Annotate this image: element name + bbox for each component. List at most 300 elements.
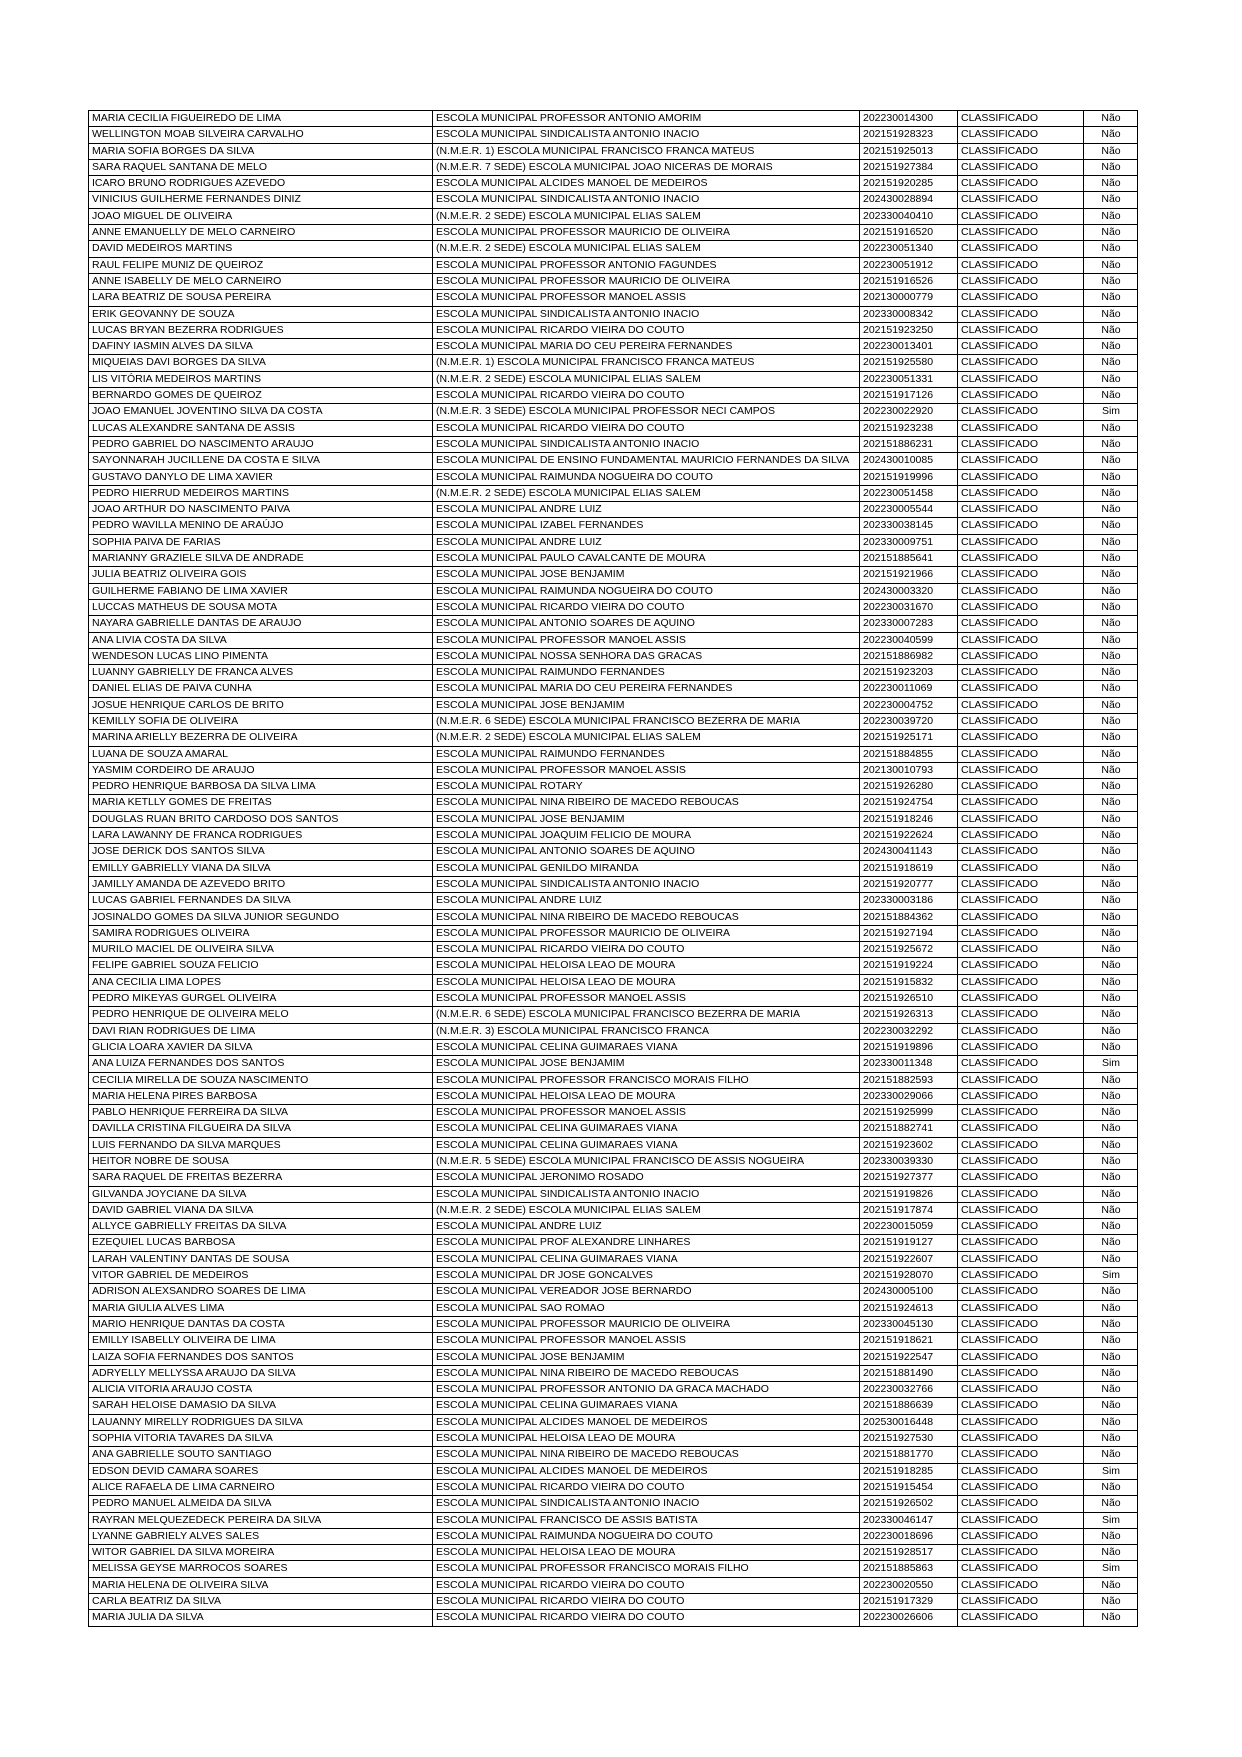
status-cell: CLASSIFICADO <box>958 1284 1084 1300</box>
student-name-cell: HEITOR NOBRE DE SOUSA <box>89 1154 433 1170</box>
school-name-cell: ESCOLA MUNICIPAL RICARDO VIEIRA DO COUTO <box>433 1594 860 1610</box>
school-name-cell: ESCOLA MUNICIPAL DR JOSE GONCALVES <box>433 1268 860 1284</box>
student-name-cell: ALICIA VITORIA ARAUJO COSTA <box>89 1382 433 1398</box>
table-row <box>89 176 1138 192</box>
school-name-cell: (N.M.E.R. 3 SEDE) ESCOLA MUNICIPAL PROFESSOR NECI CAMPOS <box>433 404 860 420</box>
table-row <box>89 1610 1138 1626</box>
school-name-cell: ESCOLA MUNICIPAL ROTARY <box>433 779 860 795</box>
scholarship-flag-cell: Não <box>1084 1528 1138 1544</box>
scholarship-flag-cell: Não <box>1084 991 1138 1007</box>
student-name-cell: MARIA HELENA PIRES BARBOSA <box>89 1088 433 1104</box>
status-cell: CLASSIFICADO <box>958 1121 1084 1137</box>
scholarship-flag-cell: Sim <box>1084 1512 1138 1528</box>
table-row <box>89 1219 1138 1235</box>
table-row <box>89 1447 1138 1463</box>
scholarship-flag-cell: Não <box>1084 534 1138 550</box>
student-name-cell: MARIA JULIA DA SILVA <box>89 1610 433 1626</box>
status-cell: CLASSIFICADO <box>958 876 1084 892</box>
scholarship-flag-cell: Não <box>1084 1447 1138 1463</box>
table-row <box>89 1414 1138 1430</box>
status-cell: CLASSIFICADO <box>958 1463 1084 1479</box>
enrollment-id-cell: 202230014300 <box>860 111 958 127</box>
student-name-cell: JAMILLY AMANDA DE AZEVEDO BRITO <box>89 876 433 892</box>
scholarship-flag-cell: Não <box>1084 1300 1138 1316</box>
enrollment-id-cell: 202330029066 <box>860 1088 958 1104</box>
student-name-cell: MARIA KETLLY GOMES DE FREITAS <box>89 795 433 811</box>
enrollment-id-cell: 202230015059 <box>860 1219 958 1235</box>
scholarship-flag-cell: Não <box>1084 518 1138 534</box>
school-name-cell: ESCOLA MUNICIPAL RICARDO VIEIRA DO COUTO <box>433 322 860 338</box>
enrollment-id-cell: 202151927377 <box>860 1170 958 1186</box>
status-cell: CLASSIFICADO <box>958 942 1084 958</box>
school-name-cell: (N.M.E.R. 2 SEDE) ESCOLA MUNICIPAL ELIAS SALEM <box>433 241 860 257</box>
status-cell: CLASSIFICADO <box>958 257 1084 273</box>
table-row <box>89 290 1138 306</box>
student-name-cell: MARIA CECILIA FIGUEIREDO DE LIMA <box>89 111 433 127</box>
table-row <box>89 436 1138 452</box>
enrollment-id-cell: 202330003186 <box>860 893 958 909</box>
table-row <box>89 1154 1138 1170</box>
table-row <box>89 713 1138 729</box>
enrollment-id-cell: 202151923250 <box>860 322 958 338</box>
status-cell: CLASSIFICADO <box>958 420 1084 436</box>
scholarship-flag-cell: Não <box>1084 1219 1138 1235</box>
student-name-cell: FELIPE GABRIEL SOUZA FELICIO <box>89 958 433 974</box>
student-name-cell: RAYRAN MELQUEZEDECK PEREIRA DA SILVA <box>89 1512 433 1528</box>
status-cell: CLASSIFICADO <box>958 192 1084 208</box>
status-cell: CLASSIFICADO <box>958 502 1084 518</box>
student-name-cell: LARA BEATRIZ DE SOUSA PEREIRA <box>89 290 433 306</box>
school-name-cell: ESCOLA MUNICIPAL CELINA GUIMARAES VIANA <box>433 1039 860 1055</box>
school-name-cell: (N.M.E.R. 3) ESCOLA MUNICIPAL FRANCISCO FRANCA <box>433 1023 860 1039</box>
student-name-cell: LUCAS ALEXANDRE SANTANA DE ASSIS <box>89 420 433 436</box>
enrollment-id-cell: 202151916526 <box>860 273 958 289</box>
status-cell: CLASSIFICADO <box>958 436 1084 452</box>
scholarship-flag-cell: Não <box>1084 713 1138 729</box>
scholarship-flag-cell: Não <box>1084 420 1138 436</box>
status-cell: CLASSIFICADO <box>958 1496 1084 1512</box>
school-name-cell: ESCOLA MUNICIPAL ANDRE LUIZ <box>433 893 860 909</box>
enrollment-id-cell: 202230040599 <box>860 632 958 648</box>
student-name-cell: SOPHIA PAIVA DE FARIAS <box>89 534 433 550</box>
school-name-cell: ESCOLA MUNICIPAL RAIMUNDA NOGUEIRA DO COUTO <box>433 583 860 599</box>
table-row <box>89 208 1138 224</box>
enrollment-id-cell: 202330008342 <box>860 306 958 322</box>
school-name-cell: ESCOLA MUNICIPAL HELOISA LEAO DE MOURA <box>433 1088 860 1104</box>
status-cell: CLASSIFICADO <box>958 616 1084 632</box>
enrollment-id-cell: 202151919826 <box>860 1186 958 1202</box>
school-name-cell: (N.M.E.R. 6 SEDE) ESCOLA MUNICIPAL FRANCISCO BEZERRA DE MARIA <box>433 713 860 729</box>
student-name-cell: SARA RAQUEL DE FREITAS BEZERRA <box>89 1170 433 1186</box>
status-cell: CLASSIFICADO <box>958 1072 1084 1088</box>
school-name-cell: ESCOLA MUNICIPAL NOSSA SENHORA DAS GRACAS <box>433 648 860 664</box>
student-name-cell: LARAH VALENTINY DANTAS DE SOUSA <box>89 1251 433 1267</box>
enrollment-id-cell: 202151927194 <box>860 925 958 941</box>
scholarship-flag-cell: Não <box>1084 1414 1138 1430</box>
status-cell: CLASSIFICADO <box>958 1186 1084 1202</box>
enrollment-id-cell: 202230051331 <box>860 371 958 387</box>
scholarship-flag-cell: Não <box>1084 1235 1138 1251</box>
enrollment-id-cell: 202151919127 <box>860 1235 958 1251</box>
status-cell: CLASSIFICADO <box>958 485 1084 501</box>
table-row <box>89 502 1138 518</box>
table-row <box>89 616 1138 632</box>
student-name-cell: SARA RAQUEL SANTANA DE MELO <box>89 159 433 175</box>
student-name-cell: BERNARDO GOMES DE QUEIROZ <box>89 388 433 404</box>
status-cell: CLASSIFICADO <box>958 208 1084 224</box>
table-row <box>89 225 1138 241</box>
table-row <box>89 860 1138 876</box>
student-name-cell: MARIA GIULIA ALVES LIMA <box>89 1300 433 1316</box>
enrollment-id-cell: 202430041143 <box>860 844 958 860</box>
school-name-cell: ESCOLA MUNICIPAL HELOISA LEAO DE MOURA <box>433 1431 860 1447</box>
table-row <box>89 844 1138 860</box>
table-row <box>89 257 1138 273</box>
table-row <box>89 339 1138 355</box>
table-row <box>89 1105 1138 1121</box>
status-cell: CLASSIFICADO <box>958 1105 1084 1121</box>
student-name-cell: DAVILLA CRISTINA FILGUEIRA DA SILVA <box>89 1121 433 1137</box>
table-row <box>89 453 1138 469</box>
student-name-cell: LAIZA SOFIA FERNANDES DOS SANTOS <box>89 1349 433 1365</box>
classification-table-body <box>89 111 1138 1627</box>
student-name-cell: ANA GABRIELLE SOUTO SANTIAGO <box>89 1447 433 1463</box>
table-row <box>89 1496 1138 1512</box>
table-row <box>89 1007 1138 1023</box>
table-row <box>89 599 1138 615</box>
student-name-cell: PEDRO MANUEL ALMEIDA DA SILVA <box>89 1496 433 1512</box>
school-name-cell: ESCOLA MUNICIPAL JOSE BENJAMIM <box>433 811 860 827</box>
table-row <box>89 681 1138 697</box>
scholarship-flag-cell: Não <box>1084 273 1138 289</box>
status-cell: CLASSIFICADO <box>958 1333 1084 1349</box>
table-row <box>89 1023 1138 1039</box>
student-name-cell: ICARO BRUNO RODRIGUES AZEVEDO <box>89 176 433 192</box>
student-name-cell: MARIANNY GRAZIELE SILVA DE ANDRADE <box>89 551 433 567</box>
status-cell: CLASSIFICADO <box>958 779 1084 795</box>
school-name-cell: (N.M.E.R. 7 SEDE) ESCOLA MUNICIPAL JOAO NICERAS DE MORAIS <box>433 159 860 175</box>
school-name-cell: ESCOLA MUNICIPAL ANTONIO SOARES DE AQUINO <box>433 844 860 860</box>
school-name-cell: ESCOLA MUNICIPAL ALCIDES MANOEL DE MEDEIROS <box>433 176 860 192</box>
table-row <box>89 1202 1138 1218</box>
status-cell: CLASSIFICADO <box>958 1202 1084 1218</box>
table-row <box>89 1235 1138 1251</box>
enrollment-id-cell: 202151886982 <box>860 648 958 664</box>
school-name-cell: ESCOLA MUNICIPAL PROFESSOR MANOEL ASSIS <box>433 290 860 306</box>
enrollment-id-cell: 202230005544 <box>860 502 958 518</box>
school-name-cell: ESCOLA MUNICIPAL ALCIDES MANOEL DE MEDEIROS <box>433 1463 860 1479</box>
enrollment-id-cell: 202151926502 <box>860 1496 958 1512</box>
table-row <box>89 697 1138 713</box>
status-cell: CLASSIFICADO <box>958 469 1084 485</box>
enrollment-id-cell: 202151925999 <box>860 1105 958 1121</box>
status-cell: CLASSIFICADO <box>958 1137 1084 1153</box>
status-cell: CLASSIFICADO <box>958 1154 1084 1170</box>
table-row <box>89 1545 1138 1561</box>
enrollment-id-cell: 202151926313 <box>860 1007 958 1023</box>
table-row <box>89 534 1138 550</box>
table-row <box>89 371 1138 387</box>
student-name-cell: KEMILLY SOFIA DE OLIVEIRA <box>89 713 433 729</box>
enrollment-id-cell: 202330009751 <box>860 534 958 550</box>
status-cell: CLASSIFICADO <box>958 697 1084 713</box>
scholarship-flag-cell: Não <box>1084 111 1138 127</box>
school-name-cell: ESCOLA MUNICIPAL DE ENSINO FUNDAMENTAL MAURICIO FERNANDES DA SILVA <box>433 453 860 469</box>
status-cell: CLASSIFICADO <box>958 1577 1084 1593</box>
student-name-cell: DANIEL ELIAS DE PAIVA CUNHA <box>89 681 433 697</box>
table-row <box>89 1268 1138 1284</box>
student-name-cell: LUCCAS MATHEUS DE SOUSA MOTA <box>89 599 433 615</box>
table-row <box>89 1594 1138 1610</box>
student-name-cell: JOAO ARTHUR DO NASCIMENTO PAIVA <box>89 502 433 518</box>
student-name-cell: LUCAS GABRIEL FERNANDES DA SILVA <box>89 893 433 909</box>
school-name-cell: ESCOLA MUNICIPAL PROFESSOR MANOEL ASSIS <box>433 632 860 648</box>
status-cell: CLASSIFICADO <box>958 339 1084 355</box>
scholarship-flag-cell: Não <box>1084 1186 1138 1202</box>
status-cell: CLASSIFICADO <box>958 583 1084 599</box>
student-name-cell: EMILLY ISABELLY OLIVEIRA DE LIMA <box>89 1333 433 1349</box>
enrollment-id-cell: 202151882593 <box>860 1072 958 1088</box>
table-row <box>89 1528 1138 1544</box>
school-name-cell: ESCOLA MUNICIPAL CELINA GUIMARAES VIANA <box>433 1251 860 1267</box>
table-row <box>89 942 1138 958</box>
scholarship-flag-cell: Não <box>1084 485 1138 501</box>
enrollment-id-cell: 202430028894 <box>860 192 958 208</box>
scholarship-flag-cell: Não <box>1084 1610 1138 1626</box>
enrollment-id-cell: 202151921966 <box>860 567 958 583</box>
status-cell: CLASSIFICADO <box>958 273 1084 289</box>
student-name-cell: LIS VITÓRIA MEDEIROS MARTINS <box>89 371 433 387</box>
scholarship-flag-cell: Não <box>1084 1202 1138 1218</box>
school-name-cell: ESCOLA MUNICIPAL PROFESSOR MANOEL ASSIS <box>433 991 860 1007</box>
scholarship-flag-cell: Não <box>1084 469 1138 485</box>
school-name-cell: ESCOLA MUNICIPAL RAIMUNDA NOGUEIRA DO COUTO <box>433 1528 860 1544</box>
enrollment-id-cell: 202230018696 <box>860 1528 958 1544</box>
table-row <box>89 876 1138 892</box>
scholarship-flag-cell: Não <box>1084 909 1138 925</box>
scholarship-flag-cell: Não <box>1084 127 1138 143</box>
scholarship-flag-cell: Não <box>1084 176 1138 192</box>
table-row <box>89 1170 1138 1186</box>
student-name-cell: DAVI RIAN RODRIGUES DE LIMA <box>89 1023 433 1039</box>
student-name-cell: GUILHERME FABIANO DE LIMA XAVIER <box>89 583 433 599</box>
table-row <box>89 779 1138 795</box>
school-name-cell: ESCOLA MUNICIPAL SINDICALISTA ANTONIO INACIO <box>433 192 860 208</box>
school-name-cell: ESCOLA MUNICIPAL IZABEL FERNANDES <box>433 518 860 534</box>
student-name-cell: DAVID MEDEIROS MARTINS <box>89 241 433 257</box>
student-name-cell: EDSON DEVID CAMARA SOARES <box>89 1463 433 1479</box>
status-cell: CLASSIFICADO <box>958 355 1084 371</box>
enrollment-id-cell: 202151924754 <box>860 795 958 811</box>
table-row <box>89 1349 1138 1365</box>
enrollment-id-cell: 202151925013 <box>860 143 958 159</box>
enrollment-id-cell: 202151923203 <box>860 665 958 681</box>
status-cell: CLASSIFICADO <box>958 681 1084 697</box>
enrollment-id-cell: 202151925171 <box>860 730 958 746</box>
scholarship-flag-cell: Não <box>1084 225 1138 241</box>
enrollment-id-cell: 202151918621 <box>860 1333 958 1349</box>
scholarship-flag-cell: Não <box>1084 1007 1138 1023</box>
student-name-cell: MURILO MACIEL DE OLIVEIRA SILVA <box>89 942 433 958</box>
school-name-cell: ESCOLA MUNICIPAL HELOISA LEAO DE MOURA <box>433 958 860 974</box>
enrollment-id-cell: 202330046147 <box>860 1512 958 1528</box>
table-row <box>89 273 1138 289</box>
status-cell: CLASSIFICADO <box>958 795 1084 811</box>
status-cell: CLASSIFICADO <box>958 828 1084 844</box>
student-name-cell: WITOR GABRIEL DA SILVA MOREIRA <box>89 1545 433 1561</box>
enrollment-id-cell: 202151885863 <box>860 1561 958 1577</box>
table-row <box>89 518 1138 534</box>
scholarship-flag-cell: Não <box>1084 632 1138 648</box>
student-name-cell: WENDESON LUCAS LINO PIMENTA <box>89 648 433 664</box>
student-name-cell: GILVANDA JOYCIANE DA SILVA <box>89 1186 433 1202</box>
enrollment-id-cell: 202151884362 <box>860 909 958 925</box>
scholarship-flag-cell: Sim <box>1084 404 1138 420</box>
school-name-cell: ESCOLA MUNICIPAL FRANCISCO DE ASSIS BATISTA <box>433 1512 860 1528</box>
student-name-cell: DOUGLAS RUAN BRITO CARDOSO DOS SANTOS <box>89 811 433 827</box>
school-name-cell: ESCOLA MUNICIPAL PROFESSOR MAURICIO DE OLIVEIRA <box>433 1316 860 1332</box>
student-name-cell: ANNE EMANUELLY DE MELO CARNEIRO <box>89 225 433 241</box>
enrollment-id-cell: 202151919996 <box>860 469 958 485</box>
scholarship-flag-cell: Não <box>1084 143 1138 159</box>
status-cell: CLASSIFICADO <box>958 1023 1084 1039</box>
school-name-cell: ESCOLA MUNICIPAL PROFESSOR FRANCISCO MORAIS FILHO <box>433 1072 860 1088</box>
scholarship-flag-cell: Não <box>1084 860 1138 876</box>
school-name-cell: ESCOLA MUNICIPAL VEREADOR JOSE BERNARDO <box>433 1284 860 1300</box>
scholarship-flag-cell: Não <box>1084 583 1138 599</box>
scholarship-flag-cell: Não <box>1084 616 1138 632</box>
school-name-cell: ESCOLA MUNICIPAL JERONIMO ROSADO <box>433 1170 860 1186</box>
status-cell: CLASSIFICADO <box>958 1431 1084 1447</box>
student-name-cell: MARIA HELENA DE OLIVEIRA SILVA <box>89 1577 433 1593</box>
status-cell: CLASSIFICADO <box>958 1561 1084 1577</box>
scholarship-flag-cell: Não <box>1084 893 1138 909</box>
table-row <box>89 795 1138 811</box>
table-row <box>89 925 1138 941</box>
scholarship-flag-cell: Não <box>1084 925 1138 941</box>
scholarship-flag-cell: Não <box>1084 241 1138 257</box>
scholarship-flag-cell: Não <box>1084 192 1138 208</box>
table-row <box>89 1431 1138 1447</box>
status-cell: CLASSIFICADO <box>958 991 1084 1007</box>
student-name-cell: JULIA BEATRIZ OLIVEIRA GOIS <box>89 567 433 583</box>
status-cell: CLASSIFICADO <box>958 241 1084 257</box>
school-name-cell: ESCOLA MUNICIPAL SINDICALISTA ANTONIO INACIO <box>433 1186 860 1202</box>
school-name-cell: ESCOLA MUNICIPAL CELINA GUIMARAES VIANA <box>433 1398 860 1414</box>
status-cell: CLASSIFICADO <box>958 176 1084 192</box>
enrollment-id-cell: 202151928517 <box>860 1545 958 1561</box>
school-name-cell: ESCOLA MUNICIPAL JOSE BENJAMIM <box>433 1056 860 1072</box>
student-name-cell: PEDRO GABRIEL DO NASCIMENTO ARAUJO <box>89 436 433 452</box>
status-cell: CLASSIFICADO <box>958 860 1084 876</box>
table-row <box>89 143 1138 159</box>
student-name-cell: PEDRO MIKEYAS GURGEL OLIVEIRA <box>89 991 433 1007</box>
school-name-cell: ESCOLA MUNICIPAL ALCIDES MANOEL DE MEDEIROS <box>433 1414 860 1430</box>
enrollment-id-cell: 202151918619 <box>860 860 958 876</box>
scholarship-flag-cell: Não <box>1084 1349 1138 1365</box>
scholarship-flag-cell: Não <box>1084 1284 1138 1300</box>
scholarship-flag-cell: Não <box>1084 339 1138 355</box>
classification-table <box>88 110 1138 1627</box>
enrollment-id-cell: 202230039720 <box>860 713 958 729</box>
school-name-cell: ESCOLA MUNICIPAL SINDICALISTA ANTONIO INACIO <box>433 436 860 452</box>
enrollment-id-cell: 202151928070 <box>860 1268 958 1284</box>
table-row <box>89 811 1138 827</box>
enrollment-id-cell: 202230051912 <box>860 257 958 273</box>
scholarship-flag-cell: Não <box>1084 844 1138 860</box>
student-name-cell: RAUL FELIPE MUNIZ DE QUEIROZ <box>89 257 433 273</box>
enrollment-id-cell: 202230032766 <box>860 1382 958 1398</box>
status-cell: CLASSIFICADO <box>958 730 1084 746</box>
scholarship-flag-cell: Sim <box>1084 1268 1138 1284</box>
enrollment-id-cell: 202430005100 <box>860 1284 958 1300</box>
enrollment-id-cell: 202151924613 <box>860 1300 958 1316</box>
student-name-cell: LUANNY GABRIELLY DE FRANCA ALVES <box>89 665 433 681</box>
student-name-cell: CARLA BEATRIZ DA SILVA <box>89 1594 433 1610</box>
enrollment-id-cell: 202151915454 <box>860 1479 958 1495</box>
scholarship-flag-cell: Não <box>1084 502 1138 518</box>
scholarship-flag-cell: Não <box>1084 648 1138 664</box>
scholarship-flag-cell: Não <box>1084 567 1138 583</box>
table-row <box>89 322 1138 338</box>
enrollment-id-cell: 202330039330 <box>860 1154 958 1170</box>
enrollment-id-cell: 202151881490 <box>860 1365 958 1381</box>
status-cell: CLASSIFICADO <box>958 567 1084 583</box>
status-cell: CLASSIFICADO <box>958 127 1084 143</box>
scholarship-flag-cell: Não <box>1084 942 1138 958</box>
table-row <box>89 1333 1138 1349</box>
table-row <box>89 1577 1138 1593</box>
scholarship-flag-cell: Não <box>1084 828 1138 844</box>
table-row <box>89 1479 1138 1495</box>
school-name-cell: ESCOLA MUNICIPAL RAIMUNDO FERNANDES <box>433 746 860 762</box>
enrollment-id-cell: 202230022920 <box>860 404 958 420</box>
scholarship-flag-cell: Sim <box>1084 1463 1138 1479</box>
school-name-cell: ESCOLA MUNICIPAL RICARDO VIEIRA DO COUTO <box>433 1610 860 1626</box>
school-name-cell: ESCOLA MUNICIPAL CELINA GUIMARAES VIANA <box>433 1121 860 1137</box>
school-name-cell: (N.M.E.R. 1) ESCOLA MUNICIPAL FRANCISCO FRANCA MATEUS <box>433 355 860 371</box>
table-row <box>89 958 1138 974</box>
school-name-cell: ESCOLA MUNICIPAL PROFESSOR MAURICIO DE OLIVEIRA <box>433 225 860 241</box>
status-cell: CLASSIFICADO <box>958 1300 1084 1316</box>
status-cell: CLASSIFICADO <box>958 1007 1084 1023</box>
scholarship-flag-cell: Não <box>1084 1382 1138 1398</box>
table-row <box>89 1512 1138 1528</box>
scholarship-flag-cell: Não <box>1084 388 1138 404</box>
student-name-cell: LAUANNY MIRELLY RODRIGUES DA SILVA <box>89 1414 433 1430</box>
enrollment-id-cell: 202151928323 <box>860 127 958 143</box>
student-name-cell: VINICIUS GUILHERME FERNANDES DINIZ <box>89 192 433 208</box>
school-name-cell: ESCOLA MUNICIPAL RICARDO VIEIRA DO COUTO <box>433 1577 860 1593</box>
student-name-cell: JOAO MIGUEL DE OLIVEIRA <box>89 208 433 224</box>
status-cell: CLASSIFICADO <box>958 1447 1084 1463</box>
table-row <box>89 111 1138 127</box>
school-name-cell: ESCOLA MUNICIPAL PAULO CAVALCANTE DE MOURA <box>433 551 860 567</box>
table-row <box>89 1316 1138 1332</box>
table-row <box>89 1088 1138 1104</box>
status-cell: CLASSIFICADO <box>958 143 1084 159</box>
student-name-cell: PABLO HENRIQUE FERREIRA DA SILVA <box>89 1105 433 1121</box>
student-name-cell: ADRYELLY MELLYSSA ARAUJO DA SILVA <box>89 1365 433 1381</box>
status-cell: CLASSIFICADO <box>958 958 1084 974</box>
enrollment-id-cell: 202330045130 <box>860 1316 958 1332</box>
enrollment-id-cell: 202130000779 <box>860 290 958 306</box>
table-row <box>89 404 1138 420</box>
school-name-cell: ESCOLA MUNICIPAL ANDRE LUIZ <box>433 502 860 518</box>
enrollment-id-cell: 202151920777 <box>860 876 958 892</box>
school-name-cell: ESCOLA MUNICIPAL HELOISA LEAO DE MOURA <box>433 1545 860 1561</box>
school-name-cell: ESCOLA MUNICIPAL JOSE BENJAMIM <box>433 567 860 583</box>
